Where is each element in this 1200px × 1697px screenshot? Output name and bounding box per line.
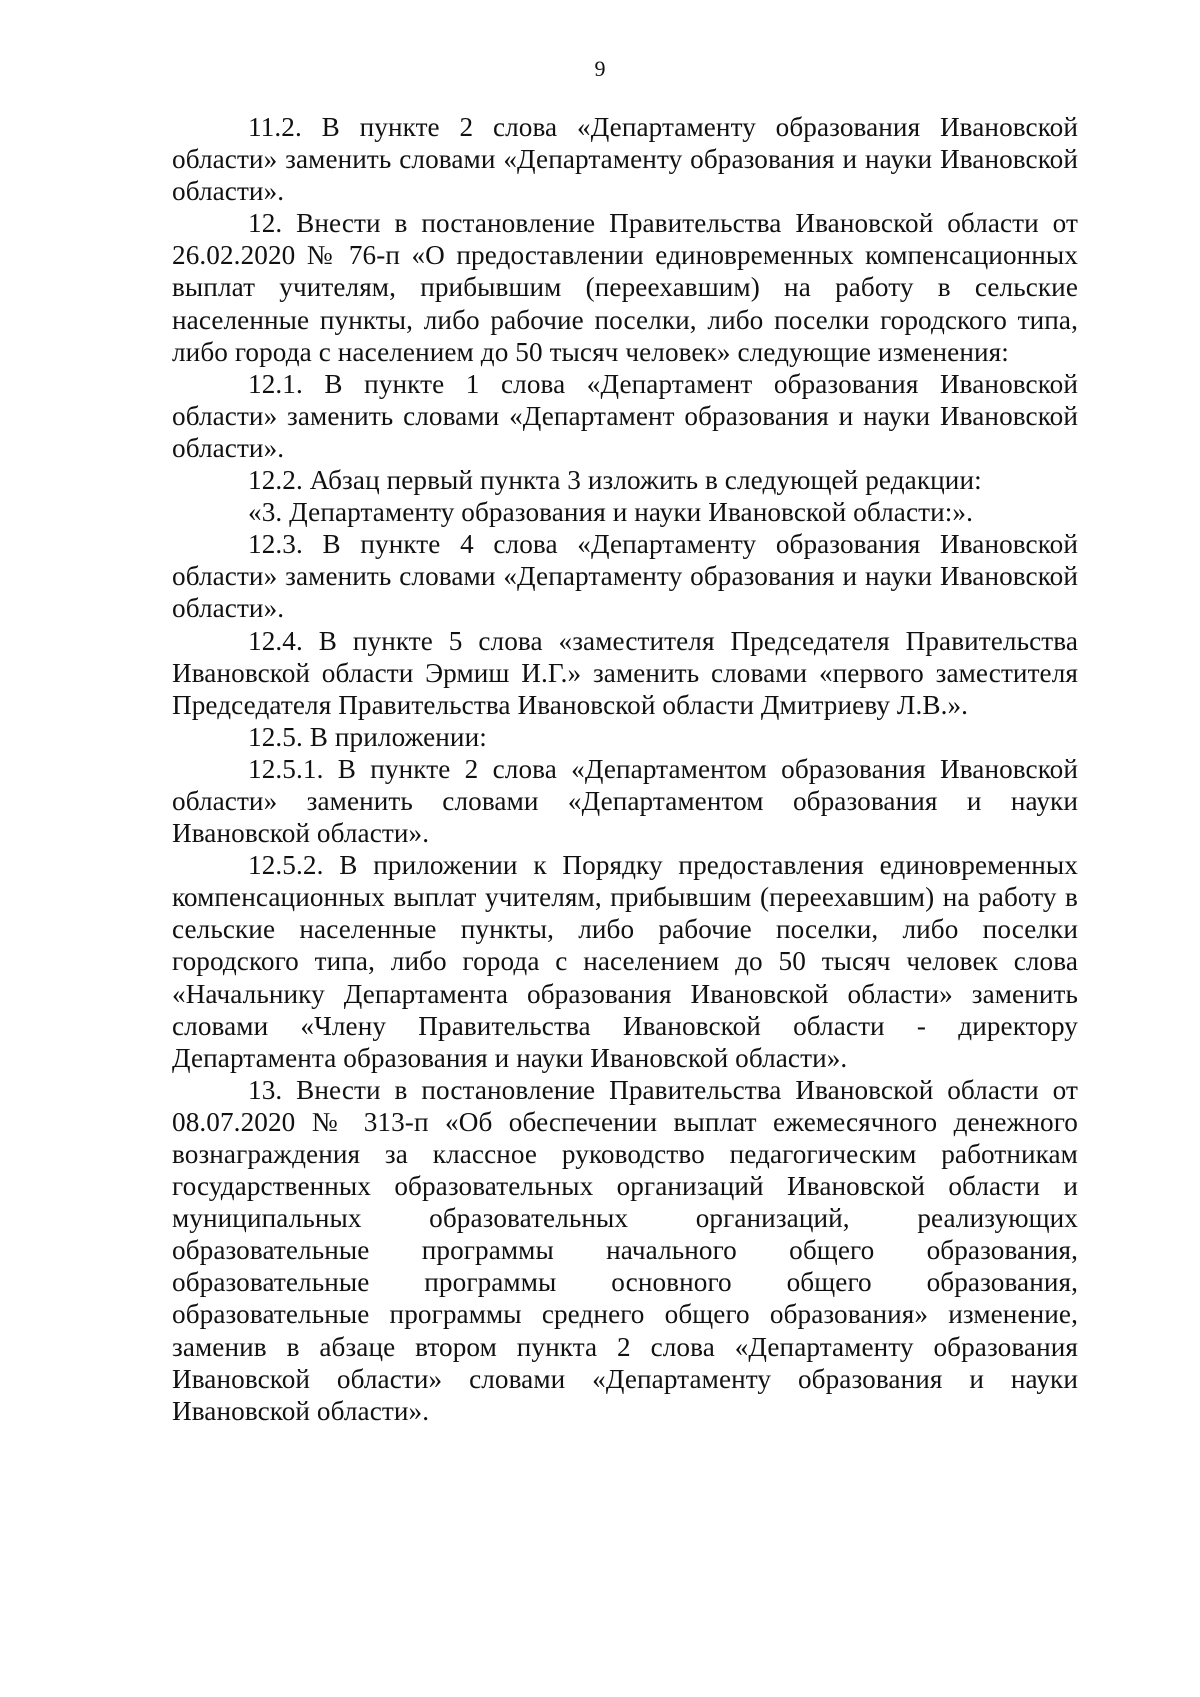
paragraph-12-2-quote: «3. Департаменту образования и науки Ивановской области:».	[248, 497, 973, 528]
document-body	[172, 111, 1078, 1427]
paragraph-12-1: 12.1. В пункте 1 слова «Департамент образования Ивановской области» заменить словами «Департамент образования и науки Ивановской области».	[172, 368, 1078, 463]
paragraph-12-5-1: 12.5.1. В пункте 2 слова «Департаментом образования Ивановской области» заменить словами «Департаментом образования и науки Ивановской области».	[172, 753, 1078, 849]
paragraph-13: 13. Внести в постановление Правительства Ивановской области от 08.07.2020 № 313-п «Об обеспечении выплат ежемесячного денежного вознаграждения за классное руководство педагогическим работникам государственных образовательных организаций Ивановской области и муниципальных образовательных организаций, реализующих образовательные программы начального общего образования, образовательные программы основного общего образования, образовательные программы среднего общего образования» изменение, заменив в абзаце втором пункта 2 слова «Департаменту образования Ивановской области» словами «Департаменту образования и науки Ивановской области».	[172, 1074, 1078, 1426]
paragraph-12-5: 12.5. В приложении:	[248, 721, 487, 752]
paragraph-12: 12. Внести в постановление Правительства Ивановской области от 26.02.2020 № 76-п «О предоставлении единовременных компенсационных выплат учителям, прибывшим (переехавшим) на работу в сельские населенные пункты, либо рабочие поселки, либо поселки городского типа, либо города с населением до 50 тысяч человек» следующие изменения:	[172, 208, 1078, 367]
paragraph-12-4: 12.4. В пункте 5 слова «заместителя Председателя Правительства Ивановской области Эрмиш И.Г.» заменить словами «первого заместителя Председателя Правительства Ивановской области Дмитриеву Л.В.».	[172, 625, 1078, 720]
paragraph-11-2: 11.2. В пункте 2 слова «Департаменту образования Ивановской области» заменить словами «Департаменту образования и науки Ивановской области».	[172, 112, 1078, 207]
paragraph-12-5-2: 12.5.2. В приложении к Порядку предоставления единовременных компенсационных выплат учителям, прибывшим (переехавшим) на работу в сельские населенные пункты, либо рабочие поселки, либо поселки городского типа, либо города с населением до 50 тысяч человек слова «Начальнику Департамента образования Ивановской области» заменить словами «Члену Правительства Ивановской области - директору Департамента образования и науки Ивановской области».	[172, 850, 1078, 1073]
paragraph-12-3: 12.3. В пункте 4 слова «Департаменту образования Ивановской области» заменить словами «Департаменту образования и науки Ивановской области».	[172, 529, 1078, 624]
page-number: 9	[594, 56, 606, 81]
paragraph-12-2: 12.2. Абзац первый пункта 3 изложить в следующей редакции:	[248, 465, 982, 496]
